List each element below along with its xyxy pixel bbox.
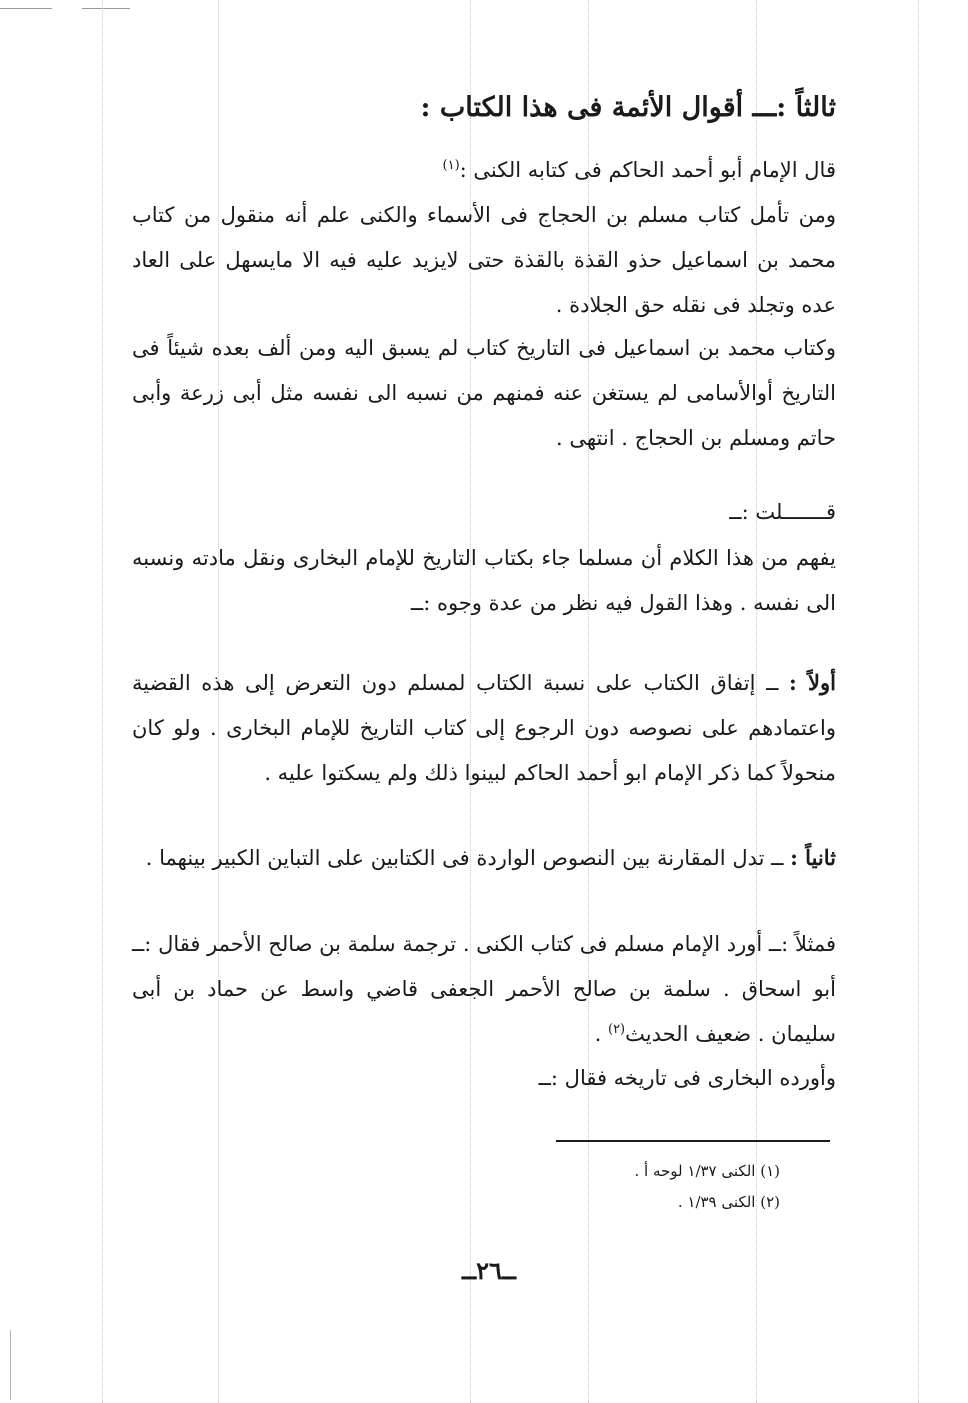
footnote-1: (١) الكنى ١/٣٧ لوحه أ . bbox=[634, 1162, 780, 1180]
example-end: . bbox=[594, 1022, 608, 1046]
scan-edge-line bbox=[82, 8, 130, 9]
example-text: فمثلاً :ــ أورد الإمام مسلم فى كتاب الكنى . ترجمة سلمة بن صالح الأحمر فقال :ــ أبو اسحاق . سلمة بن صالح الأحمر الجعفى قاضي واسط عن حماد بن أبى سليمان . ضعيف الحديث bbox=[132, 932, 836, 1046]
intro-paragraph bbox=[132, 148, 836, 193]
bukhari-paragraph: وأورده البخارى فى تاريخه فقال :ــ bbox=[538, 1066, 836, 1090]
qult-label: قـــــــلت :ــ bbox=[729, 500, 836, 524]
footnote-ref-1: (١) bbox=[442, 158, 460, 173]
quote-paragraph-1: ومن تأمل كتاب مسلم بن الحجاج فى الأسماء والكنى علم أنه منقول من كتاب محمد بن اسماعيل حذو القذة بالقذة حتى لايزيد عليه فيه الا مايسهل على العاد عده وتجلد فى نقله حق الجلادة . bbox=[132, 203, 836, 317]
page-number: ــ٢٦ــ bbox=[462, 1256, 516, 1285]
example-paragraph bbox=[132, 922, 836, 1057]
second-point-paragraph bbox=[132, 835, 836, 881]
footnote-separator bbox=[556, 1140, 830, 1142]
scan-guide-line bbox=[918, 0, 919, 1403]
first-point-text: ــ إتفاق الكتاب على نسبة الكتاب لمسلم دون التعرض إلى هذه القضية واعتمادهم على نصوصه دون الرجوع إلى كتاب التاريخ للإمام البخارى . ولو كان منحولاً كما ذكر الإمام ابو أحمد الحاكم لبينوا ذلك ولم يسكتوا عليه . bbox=[132, 671, 836, 785]
scan-margin-rule bbox=[10, 1330, 11, 1400]
first-point-label: أولاً : bbox=[789, 670, 836, 695]
intro-text: قال الإمام أبو أحمد الحاكم فى كتابه الكنى : bbox=[459, 158, 836, 182]
scan-edge-line bbox=[0, 8, 52, 9]
footnote-ref-2: (٢) bbox=[607, 1022, 626, 1037]
second-point-text: ــ تدل المقارنة بين النصوص الواردة فى الكتابين على التباين الكبير بينهما . bbox=[145, 846, 784, 870]
commentary-paragraph: يفهم من هذا الكلام أن مسلما جاء بكتاب التاريخ للإمام البخارى ونقل مادته ونسبه الى نفسه . وهذا القول فيه نظر من عدة وجوه :ــ bbox=[132, 546, 836, 615]
second-point-label: ثانياً : bbox=[790, 845, 836, 870]
section-heading: ثالثاً :ـــ أقوال الأئمة فى هذا الكتاب : bbox=[420, 92, 836, 123]
first-point-paragraph bbox=[132, 660, 836, 796]
scan-guide-line bbox=[102, 0, 103, 1403]
footnote-2: (٢) الكنى ١/٣٩ . bbox=[677, 1193, 780, 1211]
quote-paragraph-2: وكتاب محمد بن اسماعيل فى التاريخ كتاب لم يسبق اليه ومن ألف بعده شيئاً فى التاريخ أوالأسامى لم يستغن عنه فمنهم من نسبه الى نفسه مثل أبى زرعة وأبى حاتم ومسلم بن الحجاج . انتهى . bbox=[132, 336, 836, 450]
